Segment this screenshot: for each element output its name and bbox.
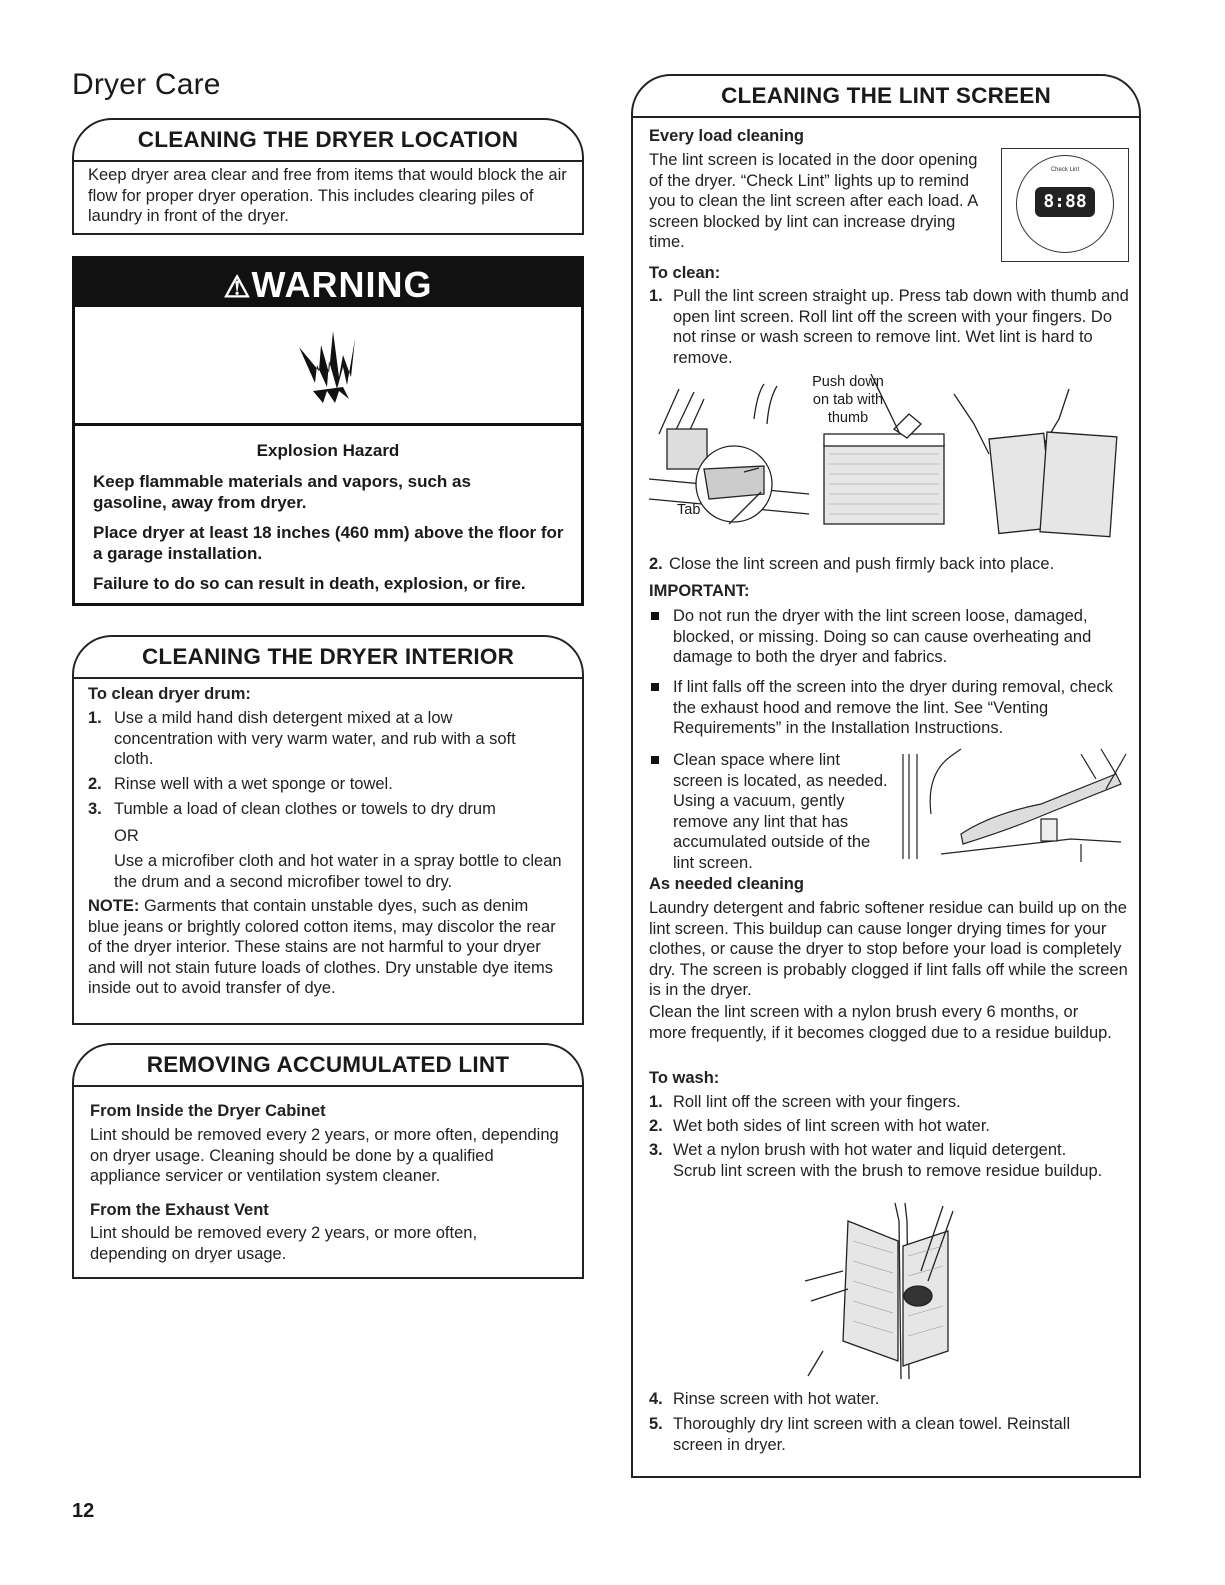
interior-step-num-1: 1. <box>88 709 102 727</box>
warning-bar <box>75 259 581 307</box>
interior-step-num-3: 3. <box>88 800 102 818</box>
clean-step-num-2: 2. <box>649 555 663 573</box>
interior-step-num-2: 2. <box>88 775 102 793</box>
to-wash-heading: To wash: <box>649 1069 720 1087</box>
interior-step-3: Tumble a load of clean clothes or towels to dry drum <box>114 800 496 818</box>
wash-step-1: Roll lint off the screen with your fingers. <box>673 1093 961 1111</box>
to-clean-heading: To clean: <box>649 264 721 282</box>
important-heading: IMPORTANT: <box>649 582 750 600</box>
lint-removal-heading: REMOVING ACCUMULATED LINT <box>74 1045 582 1087</box>
important-bullet-1: Do not run the dryer with the lint screen loose, damaged, blocked, or missing. Doing so can cause overheating and damage to both the dryer and fabrics. <box>673 607 1092 666</box>
lint-removal-section <box>72 1043 584 1279</box>
bullet-mark-1 <box>651 612 659 620</box>
note-label: NOTE: <box>88 897 140 915</box>
bullet-mark-2 <box>651 683 659 691</box>
wash-step-3: Wet a nylon brush with hot water and liquid detergent. Scrub lint screen with the brush to remove residue buildup. <box>673 1141 1103 1180</box>
callout-tab: Tab <box>677 502 701 518</box>
clean-step-num-1: 1. <box>649 287 663 305</box>
wash-step-2: Wet both sides of lint screen with hot water. <box>673 1117 991 1135</box>
wash-step-5: Thoroughly dry lint screen with a clean towel. Reinstall screen in dryer. <box>673 1415 1071 1454</box>
warning-bar-label: WARNING <box>251 264 433 305</box>
wash-step-num-3: 3. <box>649 1141 663 1159</box>
lint-screen-removal-illustration <box>649 374 1139 539</box>
wash-step-num-2: 2. <box>649 1117 663 1135</box>
vacuum-cleaning-illustration <box>901 744 1131 864</box>
page-title: Dryer Care <box>72 68 221 101</box>
warning-line-1: Keep flammable materials and vapors, such as gasoline, away from dryer. <box>93 472 471 512</box>
wash-step-num-5: 5. <box>649 1415 663 1433</box>
clean-step-1: Pull the lint screen straight up. Press tab down with thumb and open lint screen. Roll lint off the screen with your fingers. Do not rinse or wash screen to remove lint. Wet lint is hard to remove. <box>673 287 1129 367</box>
wash-step-num-4: 4. <box>649 1390 663 1408</box>
location-text: Keep dryer area clear and free from items that would block the air flow for proper dryer operation. This includes clearing piles of laundry in front of the dryer. <box>88 166 567 225</box>
warning-line-3: Failure to do so can result in death, explosion, or fire. <box>93 574 526 593</box>
lint-screen-intro: The lint screen is located in the door opening of the dryer. “Check Lint” lights up to remind you to clean the lint screen after each load. A screen blocked by lint can increase drying time. <box>649 151 978 251</box>
callout-push-down: Push down on tab with thumb <box>812 374 884 426</box>
lint-screen-heading: CLEANING THE LINT SCREEN <box>633 76 1139 118</box>
lint-removal-sub1: From Inside the Dryer Cabinet <box>90 1102 326 1120</box>
warning-box <box>72 256 584 606</box>
as-needed-heading: As needed cleaning <box>649 875 804 893</box>
clean-step-2: Close the lint screen and push firmly back into place. <box>669 555 1055 573</box>
wash-step-4: Rinse screen with hot water. <box>673 1390 880 1408</box>
every-load-heading: Every load cleaning <box>649 127 804 145</box>
brush-text: Clean the lint screen with a nylon brush every 6 months, or more frequently, if it becomes clogged due to a residue buildup. <box>649 1003 1112 1042</box>
lint-removal-text1: Lint should be removed every 2 years, or more often, depending on dryer usage. Cleaning should be done by a qualified appliance servicer or ventilation system cleaner. <box>90 1126 559 1185</box>
note-text: Garments that contain unstable dyes, such as denim blue jeans or brightly colored cotton items, may discolor the rear of the dryer interior. These stains are not harmful to your dryer and will not stain future loads of clothes. Dry unstable dye items inside out to avoid transfer of dye. <box>88 897 556 997</box>
interior-step-2: Rinse well with a wet sponge or towel. <box>114 775 393 793</box>
check-lint-display-figure <box>1001 148 1129 262</box>
interior-note <box>88 896 558 999</box>
warning-line-2: Place dryer at least 18 inches (460 mm) above the floor for a garage installation. <box>93 523 564 563</box>
important-bullet-3: Clean space where lint screen is located, as needed. Using a vacuum, gently remove any lint that has accumulated outside of the lint screen. <box>673 751 888 872</box>
lint-removal-sub2: From the Exhaust Vent <box>90 1201 269 1219</box>
interior-heading: CLEANING THE DRYER INTERIOR <box>74 637 582 679</box>
bullet-mark-3 <box>651 756 659 764</box>
location-section <box>72 118 584 235</box>
brush-washing-illustration <box>803 1201 973 1381</box>
explosion-symbol-area <box>75 307 581 426</box>
location-heading: CLEANING THE DRYER LOCATION <box>74 120 582 162</box>
display-digits: 8:88 <box>1035 187 1095 217</box>
important-bullet-2: If lint falls off the screen into the dryer during removal, check the exhaust hood and remove the lint. See “Venting Requirements” in the Installation Instructions. <box>673 678 1113 737</box>
check-lint-label: Check Lint <box>1050 167 1080 173</box>
interior-or: OR <box>114 827 139 845</box>
hazard-title: Explosion Hazard <box>256 441 400 460</box>
interior-alt: Use a microfiber cloth and hot water in a spray bottle to clean the drum and a second microfiber towel to dry. <box>114 852 562 891</box>
wash-step-num-1: 1. <box>649 1093 663 1111</box>
interior-section <box>72 635 584 1025</box>
explosion-icon <box>293 325 365 405</box>
warning-triangle-icon: ⚠ <box>223 271 252 304</box>
page-number: 12 <box>72 1500 95 1522</box>
lint-screen-section <box>631 74 1141 1478</box>
interior-step-1: Use a mild hand dish detergent mixed at a low concentration with very warm water, and rub with a soft cloth. <box>114 709 516 768</box>
as-needed-text: Laundry detergent and fabric softener residue can build up on the lint screen. This buildup can cause longer drying times for your clothes, or cause the dryer to stop before your load is completely dry. The screen is probably clogged if lint falls off while the screen is in the dryer. <box>649 899 1128 999</box>
lint-removal-text2: Lint should be removed every 2 years, or more often, depending on dryer usage. <box>90 1224 478 1263</box>
interior-subhead: To clean dryer drum: <box>88 685 251 703</box>
